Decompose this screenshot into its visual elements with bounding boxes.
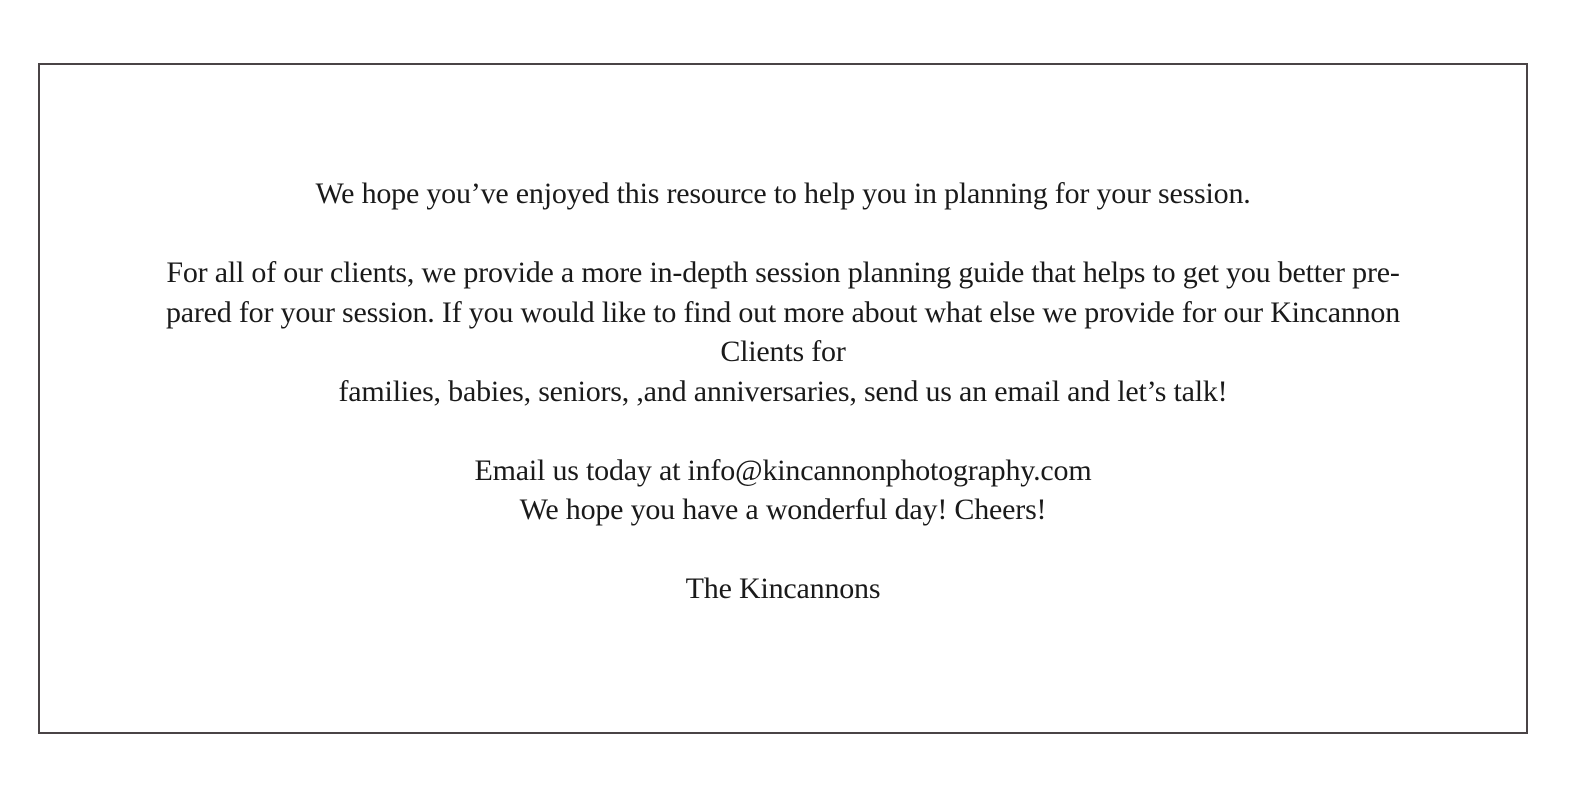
content-frame bbox=[38, 63, 1528, 734]
body-line-4: families, babies, seniors, ,and anniversaries, send us an email and let’s talk! bbox=[338, 374, 1228, 408]
closing-line: We hope you have a wonderful day! Cheers! bbox=[519, 493, 1047, 526]
spacer bbox=[40, 214, 1526, 254]
letter-text bbox=[40, 174, 1526, 609]
intro-line: We hope you’ve enjoyed this resource to help you in planning for your session. bbox=[315, 177, 1251, 210]
spacer bbox=[40, 411, 1526, 451]
email-line: Email us today at info@kincannonphotography.com bbox=[474, 453, 1092, 487]
body-line-1: For all of our clients, we provide a more in-depth session planning guide that helps to get you better pre- bbox=[166, 256, 1400, 289]
body-line-3: Clients for bbox=[720, 335, 846, 368]
body-line-2: pared for your session. If you would like to find out more about what else we provide for our Kincannon bbox=[165, 295, 1401, 329]
signature: The Kincannons bbox=[685, 572, 881, 605]
spacer bbox=[40, 530, 1526, 570]
